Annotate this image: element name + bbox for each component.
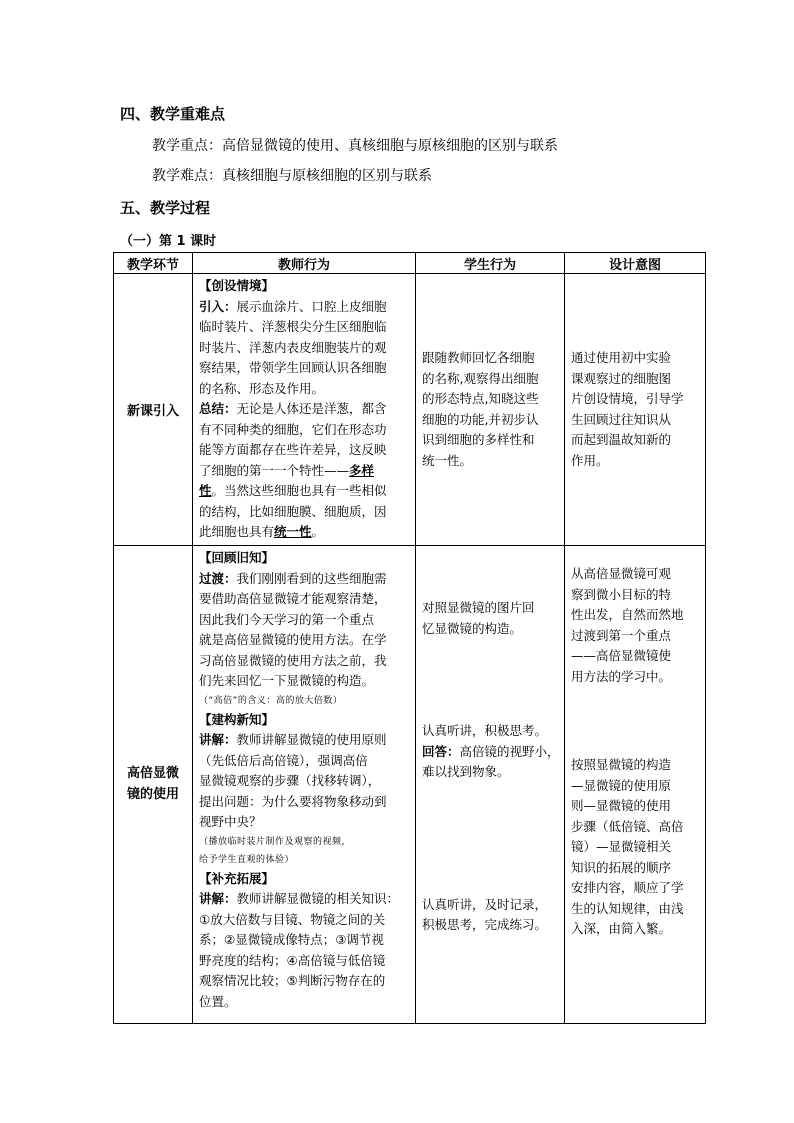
text-line: 忆显微镜的构造。 [422, 620, 523, 636]
text-line: 生的认知规律，由浅 [571, 900, 684, 916]
text-line: ——高倍显微镜使 [571, 648, 672, 663]
text-line: 步骤（低倍镜、高倍 [571, 818, 684, 834]
text-line: 细胞的功能,并初步认 [422, 411, 539, 427]
text-line: ①放大倍数与目镜、物镜之间的关 [199, 911, 386, 927]
text-line: —显微镜的使用原 [571, 777, 672, 793]
text-line: 们先来回忆一下显微镜的构造。 [199, 673, 375, 688]
stage-cell [114, 546, 193, 1024]
header-teacher: 教师行为 [193, 253, 416, 274]
text-line: 的结构，比如细胞膜、细胞质，因 [199, 503, 387, 519]
text-line: 讲解：教师讲解显微镜的使用原则 [199, 732, 387, 747]
text-line: 性出发，自然而然地 [571, 607, 684, 622]
table-row [114, 274, 706, 546]
text-line: 系；②显微镜成像特点；③调节视 [199, 932, 384, 947]
text-line: 课观察过的细胞图 [571, 370, 672, 386]
intent-cell [565, 546, 706, 1024]
note-line: （“高倍”的含义：高的放大倍数） [199, 695, 343, 706]
text-line: 的名称、形态及作用。 [199, 380, 325, 396]
text-line: 讲解：教师讲解显微镜的相关知识： [199, 891, 400, 906]
text-line: 视野中央？ [199, 814, 262, 829]
header-student: 学生行为 [416, 253, 565, 274]
header-stage: 教学环节 [114, 253, 193, 274]
text-line: 要借助高倍显微镜才能观察清楚， [199, 591, 387, 606]
lesson-title: （一）第 1 课时 [120, 234, 217, 249]
text-line: 片创设情境，引导学 [571, 391, 684, 406]
text-line: 难以找到物象。 [422, 764, 510, 779]
difficult-point-text: 教学难点：真核细胞与原核细胞的区别与联系 [152, 168, 432, 184]
text-line: 的名称,观察得出细胞 [422, 370, 539, 386]
text-line: 过渡：我们刚刚看到的这些细胞需 [199, 570, 387, 586]
stage-label: 镜的使用 [126, 786, 179, 802]
text-line: 的形态特点,知晓这些 [422, 391, 539, 406]
text-line: 临时装片、洋葱根尖分生区细胞临 [199, 319, 387, 334]
text-line: 对照显微镜的图片回 [422, 600, 535, 615]
text-line: （先低倍后高倍镜），强调高倍 [199, 752, 368, 768]
text-line: 识到细胞的多样性和 [422, 432, 535, 447]
text-line: 回答：高倍镜的视野小， [422, 743, 560, 759]
text-line: 性。当然这些细胞也具有一些相似 [199, 483, 387, 498]
text-line: 生回顾过往知识从 [571, 411, 672, 427]
text-line: 从高倍显微镜可观 [571, 566, 672, 581]
student-cell [416, 274, 565, 546]
teacher-cell [193, 274, 416, 546]
text-line: 察结果，带领学生回顾认识各细胞 [199, 360, 387, 375]
section-tag: 【建构新知】 [199, 711, 275, 727]
text-line: 时装片、洋葱内表皮细胞装片的观 [199, 339, 387, 355]
section-tag: 【补充拓展】 [199, 870, 275, 886]
text-line: 引入：展示血涂片、口腔上皮细胞 [199, 298, 387, 314]
section-5-title: 五、教学过程 [120, 199, 211, 217]
text-line: 用方法的学习中。 [571, 668, 672, 684]
text-line: 习高倍显微镜的使用方法之前，我 [199, 652, 387, 668]
text-line: 过渡到第一个重点 [571, 627, 672, 643]
text-line: 积极思考，完成练习。 [422, 917, 548, 932]
text-line: 而起到温故知新的 [571, 432, 672, 447]
student-cell [416, 546, 565, 1024]
text-line: 安排内容，顺应了学 [571, 880, 684, 895]
text-line: 统一性。 [422, 452, 473, 468]
text-line: 知识的拓展的顺序 [571, 859, 672, 875]
stage-label: 新课引入 [126, 404, 179, 419]
text-line: 位置。 [199, 993, 237, 1009]
text-line: 总结：无论是人体还是洋葱，都含 [199, 401, 387, 416]
stage-label: 高倍显微 [126, 766, 179, 781]
text-line: 则—显微镜的使用 [571, 798, 672, 813]
header-intent: 设计意图 [565, 253, 706, 274]
text-line: 作用。 [571, 452, 609, 468]
note-line: 给予学生直观的体验） [199, 854, 295, 865]
table-row [114, 546, 706, 1024]
text-line: 察到微小目标的特 [571, 586, 672, 602]
stage-cell [114, 274, 193, 546]
note-line: （播放临时装片制作及观察的视频， [199, 836, 352, 847]
section-tag: 【创设情境】 [199, 278, 275, 293]
text-line: 此细胞也具有统一性。 [199, 524, 325, 539]
text-line: 通过使用初中实验 [571, 350, 672, 365]
section-4-title: 四、教学重难点 [120, 105, 226, 123]
text-line: 镜）—显微镜相关 [571, 839, 672, 854]
text-line: 按照显微镜的构造 [571, 757, 672, 772]
section-tag: 【回顾旧知】 [199, 550, 275, 565]
text-line: 野亮度的结构；④高倍镜与低倍镜 [199, 952, 386, 968]
table-header-row [114, 253, 706, 274]
text-line: 显微镜观察的步骤（找移转调）， [199, 773, 381, 788]
text-line: 因此我们今天学习的第一个重点 [199, 611, 375, 627]
text-line: 跟随教师回忆各细胞 [422, 350, 535, 365]
text-line: 认真听讲，积极思考。 [422, 723, 548, 738]
text-line: 有不同种类的细胞，它们在形态功 [199, 421, 387, 437]
text-line: 能等方面都存在些许差异，这反映 [199, 442, 387, 457]
teacher-cell [193, 546, 416, 1024]
text-line: 了细胞的第一一个特性——多样 [199, 462, 375, 478]
key-point-text: 教学重点：高倍显微镜的使用、真核细胞与原核细胞的区别与联系 [152, 138, 558, 154]
intent-cell [565, 274, 706, 546]
text-line: 提出问题：为什么要将物象移动到 [199, 793, 387, 809]
text-line: 观察情况比较；⑤判断污物存在的 [199, 973, 386, 988]
text-line: 就是高倍显微镜的使用方法。在学 [199, 632, 387, 647]
teaching-process-table [113, 252, 706, 1024]
text-line: 认真听讲，及时记录， [422, 896, 548, 912]
text-line: 入深，由简入繁。 [571, 921, 672, 936]
